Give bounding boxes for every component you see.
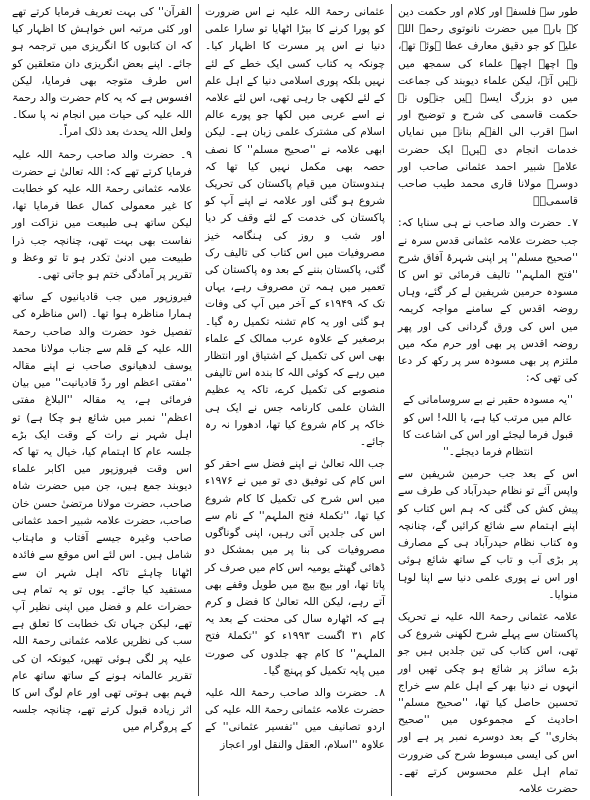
paragraph: جب اللہ تعالیٰ نے اپنے فضل سے احقر کو اس کام کی توفیق دی تو میں نے ۱۹۷۶ء میں اس شرح کی تکمیل کا کام شروع کیا تھا، ''تکملۂ فتح الملہم'' کے نام سے اس کی جلدیں آتی رہیں، اپنی گوناگوں مصروفیات کی بنا پر میں بمشکل دو ڈھائی گھنٹے یومیہ اس کام میں صرف کر پاتا تھا، اور بیچ بیچ میں طویل وقفے بھی آتے رہے، لیکن اللہ تعالیٰ کا فضل و کرم ہے کہ اٹھارہ سال کی محنت کے بعد یہ کام ۳۱ اگست ۱۹۹۳ء کو ''تکملۂ فتح الملہم'' کا کام چھ جلدوں کی صورت میں پایہ تکمیل کو پہنچ گیا۔ <box>205 458 385 677</box>
quoted-prayer: ''یہ مسودہ حقیر نے بے سروسامانی کے عالم میں مرتب کیا ہے، یا اللہ! اس کو قبول فرما لیجئے اور اس کی اشاعت کا انتظام فرما دیجئے۔'' <box>402 394 574 459</box>
column-middle <box>199 4 392 796</box>
paragraph: طور سے فلسفہ اور کلام اور حکمت دین کے بارے میں حضرت نانوتوی رحمۃ اللہ علیہ کو جو دقیق معارف عطا ہوئے تھے، وہ اچھے اچھے علماء کی سمجھ میں نہیں آتے، لیکن علماء دیوبند کی جماعت میں دو بزرگ ایسے ہیں جنہوں نے حکمت قاسمی کی شرح و توضیح اور اسے اقرب الی الفہم بنانے میں نمایاں خدمات انجام دی ہیں۔ ایک حضرت علامہ شبیر احمد عثمانی صاحب اور دوسرے مولانا قاری محمد طیب صاحب قاسمیؒ۔ <box>398 6 578 208</box>
column-left <box>6 4 199 796</box>
paragraph: ۷۔ حضرت والد صاحب نے ہی سنایا کہ: جب حضرت علامہ عثمانی قدس سرہ نے ''صحیح مسلم'' پر اپنی شہرۂ آفاق شرح ''فتح الملہم'' تالیف فرمائی تو اس کا مسودہ حرمین شریفین لے کر گئے، وہاں روضہ اقدس کے سامنے مواجہ کریمہ میں اس کی ورق گردانی کی اور پھر روضہ اقدس پر بھی اور حرم مکہ میں ملتزم پر بھی مسودہ سر پر رکھ کر دعا کی تھی کہ: <box>398 217 578 385</box>
paragraph: القرآن'' کی بہت تعریف فرمایا کرتے تھے اور کئی مرتبہ اس خواہش کا اظہار کیا کہ ان کتابوں کا انگریزی میں ترجمہ ہو جائے۔ اپنے بعض انگریزی دان متعلقین کو اس طرف متوجہ بھی فرمایا، لیکن افسوس ہے کہ یہ کام حضرت والد رحمۃ اللہ علیہ کی حیات میں انجام نہ پا سکا۔ ولعل اللہ یحدث بعد ذلک امراً۔ <box>12 6 192 139</box>
paragraph: اس کے بعد جب حرمین شریفین سے واپس آئے تو نظام حیدرآباد کی طرف سے پیش کش کی گئی کہ ہم اس کتاب کو اپنے اہتمام سے شائع کرائیں گے، چنانچہ وہ کتاب نظام حیدرآباد ہی کے مصارف پر بڑی آب و تاب کے ساتھ شائع ہوئی اور اس نے پوری علمی دنیا سے اپنا لوہا منوایا۔ <box>398 468 578 601</box>
paragraph: عثمانی رحمۃ اللہ علیہ نے اس ضرورت کو پورا کرنے کا بیڑا اٹھایا تو سارا علمی دنیا نے اس پر مسرت کا اظہار کیا۔ چونکہ یہ کتاب کسی ایک خطے کے لئے نہیں بلکہ پوری اسلامی دنیا کے اہل علم کے لئے لکھی جا رہی تھی، اس لئے علامہ نے اسے عربی میں لکھا جو پورے عالم اسلام کی مشترک علمی زبان ہے۔ لیکن ابھی علامہ نے ''صحیح مسلم'' کا نصف حصہ بھی مکمل نہیں کیا تھا کہ ہندوستان میں قیام پاکستان کی تحریک شروع ہو گئی اور علامہ نے اپنے آپ کو پاکستان کی خدمت کے لئے وقف کر دیا اور شب و روز کی ہنگامہ خیز مصروفیات میں اس کتاب کی تالیف رک گئی، پاکستان بننے کے بعد وہ پاکستان کی تعمیر میں ہمہ تن مصروف رہے، یہاں تک کہ ۱۹۴۹ء کے آخر میں آپ کی وفات ہو گئی اور یہ کام تشنہ تکمیل رہ گیا۔ برصغیر کے علاوہ عرب ممالک کے علماء بھی اس کی تکمیل کے اشتیاق اور انتظار میں رہے کہ کوئی اللہ کا بندہ اس تالیفی منصوبے کی تکمیل کرے، تاکہ یہ عظیم الشان علمی کارنامہ جس نے ایک ہی خاکہ پر کام شروع کیا تھا، ادھورا نہ رہ جائے۔ <box>205 6 385 449</box>
paragraph: ۸۔ حضرت والد صاحب رحمۃ اللہ علیہ حضرت علامہ عثمانی رحمۃ اللہ علیہ کی اردو تصانیف میں ''تفسیر عثمانی'' کے علاوہ ''اسلام، العقل والنقل اور اعجاز <box>205 686 385 751</box>
column-right <box>392 4 584 796</box>
paragraph: ۹۔ حضرت والد صاحب رحمۃ اللہ علیہ فرمایا کرتے تھے کہ: اللہ تعالیٰ نے حضرت علامہ عثمانی رحمۃ اللہ علیہ کو خطابت کا غیر معمولی کمال عطا فرمایا تھا، لیکن ساتھ ہی طبیعت میں نزاکت اور نفاست بھی بہت تھی، چنانچہ جب ذرا طبیعت میں ادنیٰ تکدر ہو تا تو وعظ و تقریر پر آمادگی ختم ہو جاتی تھی۔ <box>12 148 192 282</box>
paragraph: فیروزپور میں جب قادیانیوں کے ساتھ ہمارا مناظرہ ہوا تھا۔ (اس مناظرہ کی تفصیل خود حضرت والد صاحب رحمۃ اللہ علیہ کے قلم سے جناب مولانا محمد یوسف لدھیانوی صاحب نے اپنے مقالہ ''مفتی اعظم اور ردّ قادیانیت'' میں بیان فرمائی ہے، یہ مقالہ ''البلاغ مفتی اعظم'' نمبر میں شائع ہو چکا ہے) تو اہل شہر نے رات کے وقت ایک بڑے جلسہ عام کا اہتمام کیا، خیال یہ تھا کہ اس وقت فیروزپور میں اکابر علماء دیوبند جمع ہیں، جن میں حضرت شاہ صاحب، حضرت مولانا مرتضیٰ حسن خان صاحب، حضرت علامہ شبیر احمد عثمانی صاحب وغیرہ جیسے آفتاب و ماہتاب شامل ہیں۔ اس لئے اس موقع سے فائدہ اٹھانا چاہئے تاکہ اہل شہر ان سے مستفید کیا جائے۔ یوں تو یہ تمام ہی حضرات علم و فضل میں اپنی نظیر آپ تھے، لیکن جہاں تک خطابت کا تعلق ہے سب کی نظریں علامہ عثمانی رحمۃ اللہ علیہ پر لگی ہوئی تھیں، کیونکہ ان کی تقریر عالمانہ ہونے کے ساتھ ساتھ عام فہم بھی ہوتی تھی اور عام لوگ اس کا اثر زیادہ قبول کرتے تھے، چنانچہ جلسہ کے پروگرام میں <box>12 291 192 734</box>
paragraph: علامہ عثمانی رحمۃ اللہ علیہ نے تحریک پاکستان سے پہلے شرح لکھنی شروع کی تھی، اس کتاب کی تین جلدیں ہیں جو بڑے سائز پر شائع ہو چکی تھیں اور انہوں نے دنیا بھر کے اہل علم سے خراج تحسین حاصل کیا تھا، ''صحیح مسلم'' احادیث کے مجموعوں میں ''صحیح بخاری'' کے بعد دوسرے نمبر پر ہے اور اس کی ایسی مبسوط شرح کی ضرورت تمام اہل علم محسوس کرتے تھے۔ حضرت علامہ <box>398 610 578 795</box>
